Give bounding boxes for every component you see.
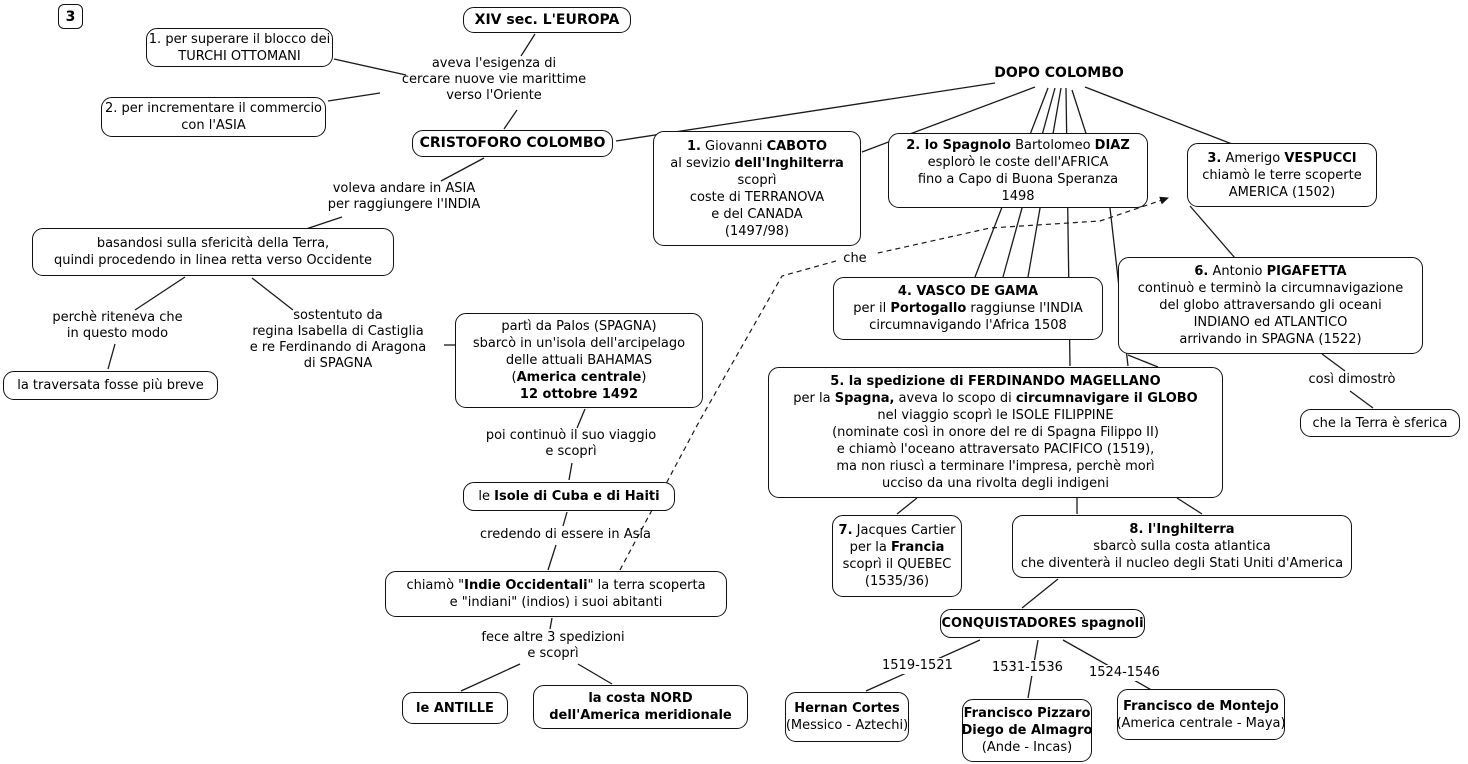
node-cortes[interactable]: Hernan Cortes (Messico - Aztechi) [785,692,909,742]
node-commercio-asia[interactable]: 2. per incrementare il commercio con l'ASIA [101,97,326,137]
edge-pigafetta-cosi [1322,354,1345,371]
node-palos[interactable]: partì da Palos (SPAGNA) sbarcò in un'isola dell'arcipelago delle attuali BAHAMAS (America centrale) 12 ottobre 1492 [455,313,703,408]
node-che-label[interactable]: che [836,251,874,267]
edge-perche-traversata [108,344,115,369]
edge-cosi-sferica [1350,391,1373,408]
node-costa-nord[interactable]: la costa NORD dell'America meridionale [533,685,748,729]
node-antille[interactable]: le ANTILLE [402,692,508,724]
node-cristoforo-colombo[interactable]: CRISTOFORO COLOMBO [412,130,613,157]
edge-vespucci-pigafetta [1190,206,1235,258]
node-conquistadores[interactable]: CONQUISTADORES spagnoli [940,609,1145,638]
node-blocco-turchi[interactable]: 1. per superare il blocco dei TURCHI OTTOMANI [146,28,333,67]
node-voleva-asia[interactable]: voleva andare in ASIA per raggiungere l'INDIA [327,181,481,212]
edge-fece-antille [461,664,520,691]
node-traversata[interactable]: la traversata fosse più breve [3,371,218,400]
edge-magellano-inghilterra-2 [1177,498,1202,514]
node-xiv-europa[interactable]: XIV sec. L'EUROPA [463,7,631,33]
edge-magellano-cartier [897,498,917,514]
edge-colombo-voleva [441,158,484,181]
node-esigenza-text[interactable]: aveva l'esigenza di cercare nuove vie marittime verso l'Oriente [401,56,587,103]
node-sostenuto-da[interactable]: sostentuto da regina Isabella di Castiglia e re Ferdinando di Aragona di SPAGNA [249,308,427,371]
node-vasco-de-gama[interactable]: 4. VASCO DE GAMA per il Portogallo raggiunse l'INDIA circumnavigando l'Africa 1508 [833,277,1103,340]
edge-europa-esigenza [521,34,535,56]
node-sfericita[interactable]: basandosi sulla sfericità della Terra, quindi procedendo in linea retta verso Occidente [32,228,394,276]
node-date-1531-1536[interactable]: 1531-1536 [992,660,1063,675]
node-magellano[interactable]: 5. la spedizione di FERDINANDO MAGELLANO per la Spagna, aveva lo scopo di circumnavigare il GLOBO nel viaggio scoprì le ISOLE FILIPPINE (nominate così in onore del re di Spagna Filippo II) e chiamò l'oceano attraversato PACIFICO (1519), ma non riuscì a terminare l'impresa, perchè morì ucciso da una rivolta degli indigeni [768,367,1223,498]
node-inghilterra[interactable]: 8. l'Inghilterra sbarcò sulla costa atlantica che diventerà il nucleo degli Stati Uniti d'America [1012,515,1352,578]
edge-commercio-esigenza [328,93,380,101]
node-indie-occidentali[interactable]: chiamò "Indie Occidentali" la terra scoperta e "indiani" (indios) i suoi abitanti [385,571,727,617]
edge-sfericita-sostenuto [252,278,293,310]
node-montejo[interactable]: Francisco de Montejo (America centrale - Maya) [1117,689,1285,740]
edge-palos-poi [577,409,585,428]
node-cosi-dimostro[interactable]: così dimostrò [1308,372,1396,387]
node-terra-sferica[interactable]: che la Terra è sferica [1300,409,1460,437]
node-cuba-haiti[interactable]: le Isole di Cuba e di Haiti [463,482,675,511]
node-cartier[interactable]: 7. Jacques Cartier per la Francia scoprì il QUEBEC (1535/36) [832,515,962,597]
node-poi-continuo[interactable]: poi continuò il suo viaggio e scoprì [485,428,657,459]
page-number-badge: 3 [58,4,83,29]
node-vespucci[interactable]: 3. Amerigo VESPUCCI chiamò le terre scoperte AMERICA (1502) [1187,143,1377,207]
edge-credendo-indie [548,545,556,570]
node-fece-spedizioni[interactable]: fece altre 3 spedizioni e scoprì [481,630,625,661]
edge-inghilterra-conquistadores [1022,579,1058,608]
edge-fece-costanord [578,664,612,684]
edge-sfericita-perche [135,277,185,310]
edge-cuba-credendo [563,512,567,526]
node-perche-riteneva[interactable]: perchè riteneva che in questo modo [52,310,183,341]
node-dopo-colombo[interactable]: DOPO COLOMBO [994,65,1124,81]
edge-esigenza-colombo [504,110,517,129]
node-diaz[interactable]: 2. lo Spagnolo Bartolomeo DIAZ esplorò le coste dell'AFRICA fino a Capo di Buona Speranza 1498 [888,133,1148,208]
node-pizzaro[interactable]: Francisco Pizzaro Diego de Almagro (Ande - Incas) [962,699,1092,762]
node-caboto[interactable]: 1. Giovanni CABOTO al sevizio dell'Inghilterra scoprì coste di TERRANOVA e del CANADA (1497/98) [653,131,861,246]
node-date-1524-1546[interactable]: 1524-1546 [1089,665,1160,680]
edge-indie-fece [550,618,552,629]
node-date-1519-1521[interactable]: 1519-1521 [882,658,953,673]
edge-pigafetta-magellano [1128,355,1158,367]
node-pigafetta[interactable]: 6. Antonio PIGAFETTA continuò e terminò la circumnavigazione del globo attraversando gli oceani INDIANO ed ATLANTICO arrivando in SPAGNA (1522) [1118,257,1423,354]
node-credendo[interactable]: credendo di essere in Asia [480,527,651,542]
edge-poi-cuba [569,463,572,480]
